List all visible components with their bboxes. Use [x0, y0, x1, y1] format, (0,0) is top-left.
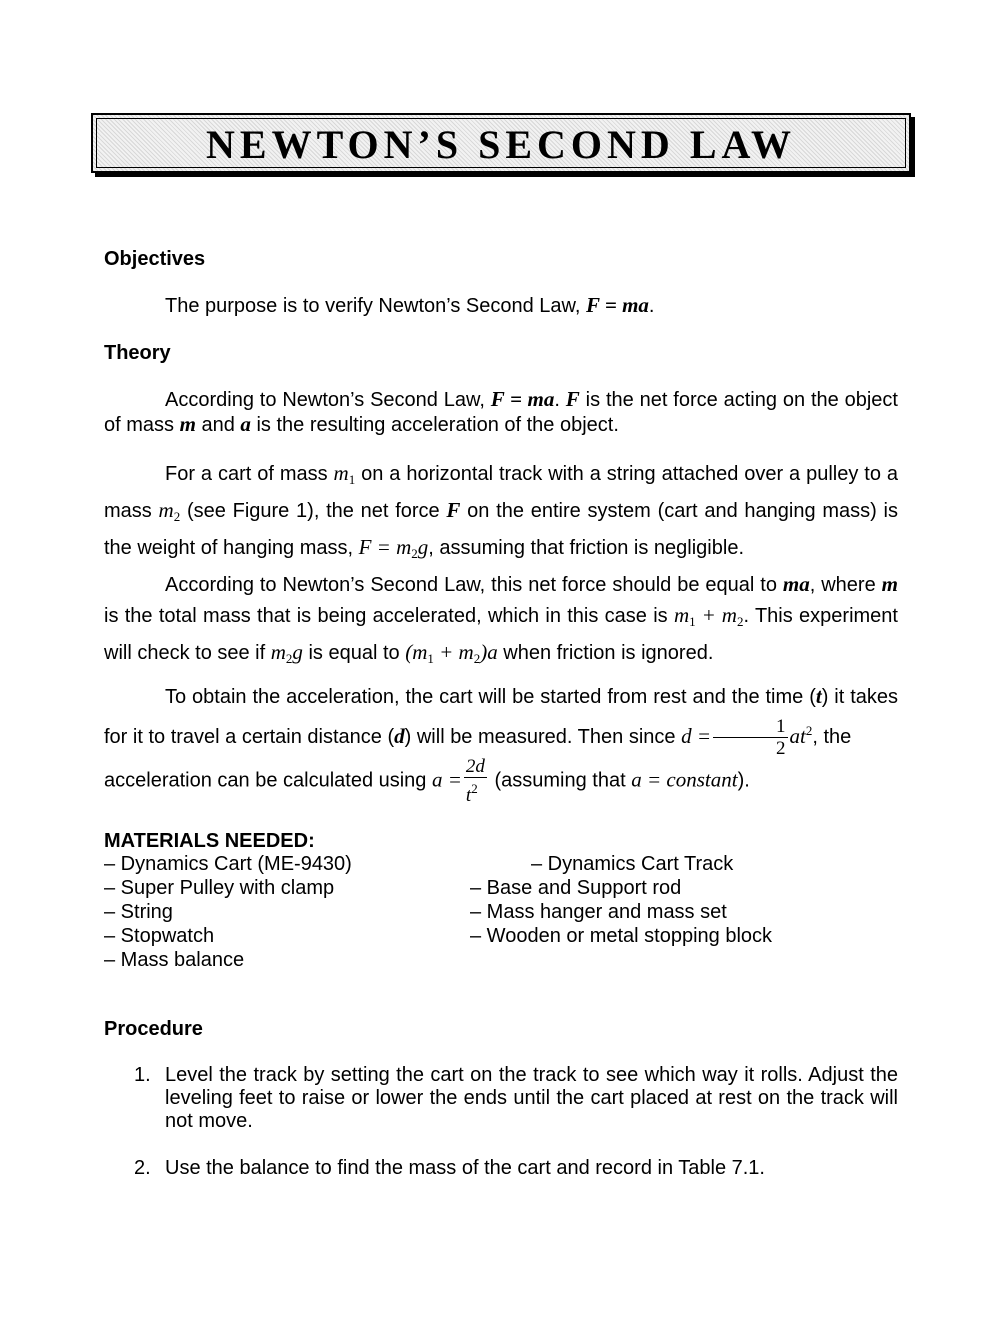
procedure-step-2: [134, 1157, 898, 1180]
procedure-heading: Procedure: [104, 1018, 203, 1040]
theory-paragraph-2: For a cart of mass $m_1$ on a horizontal track with a string attached over a pulley to a mass $m_2$ (see Figure 1), the net force F on the entire system (cart and hanging mass) is the weight of hanging mass, $F = m_2g$, assuming that friction is negligible.: [104, 461, 898, 561]
theory-heading: Theory: [104, 342, 171, 364]
fraction-2d-over-t2: $\frac{2d}{t^2}$: [465, 756, 485, 806]
distance-equation: d =: [681, 724, 711, 748]
theory-paragraph-4: To obtain the acceleration, the cart will be started from rest and the time (t) it takes for it to travel a certain distance (d) will be measured. Then since d = $\frac{1}{2}$ $at^2$, the: [104, 684, 898, 760]
list-item: – Dynamics Cart Track: [531, 853, 734, 875]
materials-right-list: [470, 852, 772, 948]
page-title: NEWTON’S SECOND LAW: [206, 122, 796, 167]
list-item: – Super Pulley with clamp: [104, 877, 335, 899]
theory-paragraph-5: acceleration can be calculated using a = $\frac{2d}{t^2}$ (assuming that a = constant).: [104, 756, 750, 806]
objectives-text: The purpose is to verify Newton’s Second Law, F = ma.: [165, 293, 655, 317]
list-item: – Wooden or metal stopping block: [470, 925, 773, 947]
step-number: 2.: [134, 1157, 151, 1179]
title-banner: [91, 113, 911, 173]
formula-f-ma: F = ma: [585, 293, 649, 317]
objectives-heading: Objectives: [104, 248, 206, 270]
fraction-one-half: $\frac{1}{2}$: [713, 716, 788, 759]
list-item: – Mass hanger and mass set: [470, 901, 727, 923]
list-item: – String: [104, 901, 173, 923]
step-text: Level the track by setting the cart on the track to see which way it rolls. Adjust the leveling feet to raise or lower the ends until the cart placed at rest on the track will not move.: [165, 1064, 898, 1132]
materials-left-list: [104, 852, 352, 972]
list-item: – Stopwatch: [104, 925, 215, 947]
step-number: 1.: [134, 1064, 151, 1086]
theory-paragraph-3: According to Newton’s Second Law, this net force should be equal to ma, where m is the total mass that is being accelerated, which in this case is $m_1 + m_2$. This experiment will check to see if $m_2g$ is equal to $(m_1 + m_2)a$ when friction is ignored.: [104, 572, 898, 666]
list-item: – Dynamics Cart (ME-9430): [104, 853, 352, 875]
list-item: – Mass balance: [104, 949, 245, 971]
materials-heading: MATERIALS NEEDED:: [104, 830, 315, 852]
procedure-step-1: [134, 1064, 898, 1133]
theory-paragraph-1: According to Newton’s Second Law, F = ma. F is the net force acting on the object of mass m and a is the resulting acceleration of the object.: [104, 387, 898, 436]
step-text: Use the balance to find the mass of the cart and record in Table 7.1.: [165, 1157, 765, 1179]
list-item: – Base and Support rod: [470, 877, 682, 899]
